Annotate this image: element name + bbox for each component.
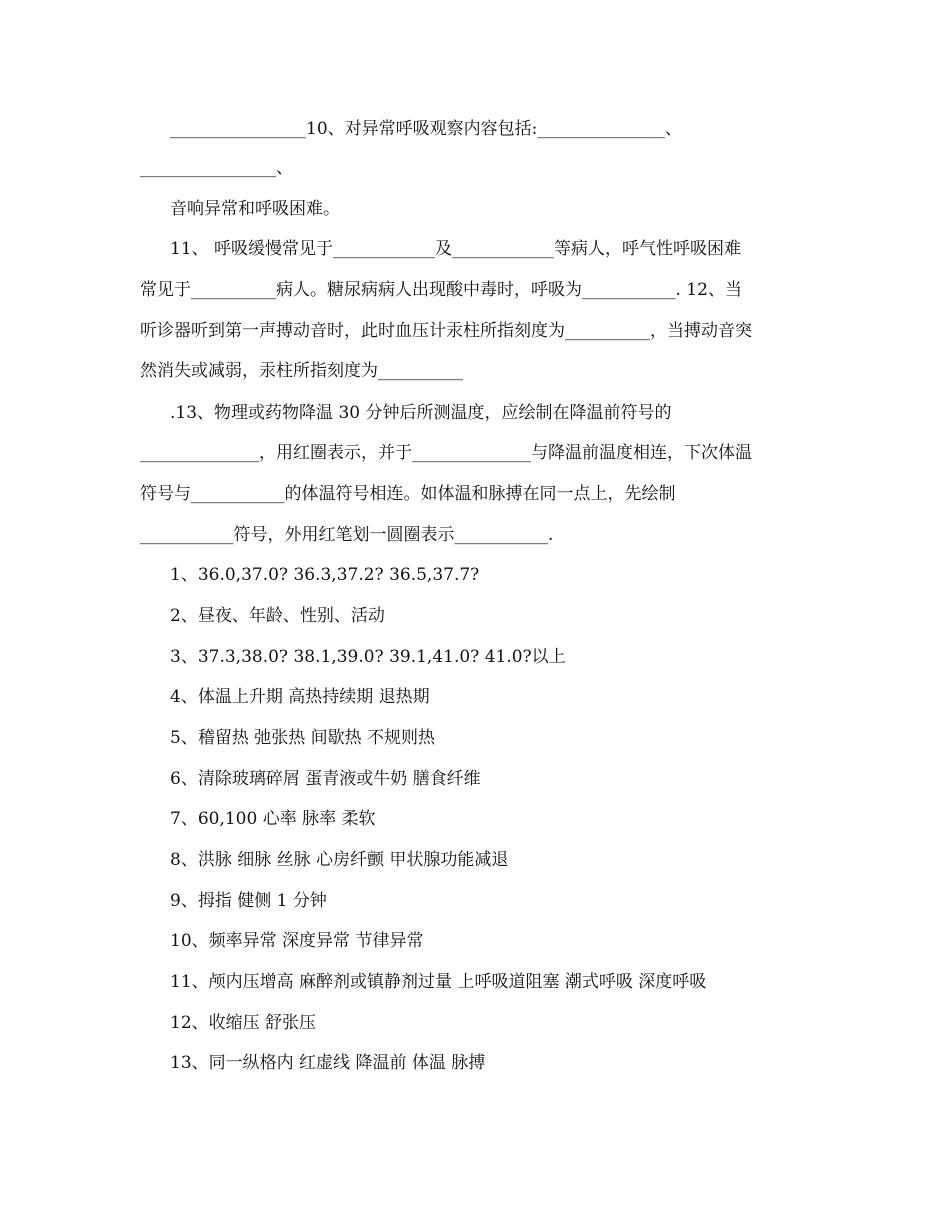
question-13-line-3: 符号与___________的体温符号相连。如体温和脉搏在同一点上，先绘制 bbox=[140, 484, 676, 504]
answer-item: 5、稽留热 弛张热 间歇热 不规则热 bbox=[170, 728, 436, 748]
question-12-line-2: 然消失或减弱，汞柱所指刻度为__________ bbox=[140, 361, 463, 381]
answer-item: 12、收缩压 舒张压 bbox=[170, 1013, 317, 1033]
question-12-line-1: 听诊器听到第一声搏动音时，此时血压计汞柱所指刻度为__________，当搏动音突 bbox=[140, 321, 752, 341]
question-10-line-3: 音响异常和呼吸困难。 bbox=[170, 199, 340, 219]
answer-item: 4、体温上升期 高热持续期 退热期 bbox=[170, 687, 430, 707]
answer-item: 10、频率异常 深度异常 节律异常 bbox=[170, 931, 424, 951]
answer-item: 1、36.0,37.0? 36.3,37.2? 36.5,37.7? bbox=[170, 565, 480, 585]
question-11-line-1: 11、 呼吸缓慢常见于____________及____________等病人，呼气性呼吸困难 bbox=[170, 239, 742, 259]
answer-item: 9、拇指 健侧 1 分钟 bbox=[170, 891, 327, 911]
question-11-line-2: 常见于__________病人。糖尿病病人出现酸中毒时，呼吸为___________. 12、当 bbox=[140, 280, 742, 300]
answer-item: 11、颅内压增高 麻醉剂或镇静剂过量 上呼吸道阻塞 潮式呼吸 深度呼吸 bbox=[170, 972, 707, 992]
answer-item: 2、昼夜、年龄、性别、活动 bbox=[170, 606, 385, 626]
answer-item: 7、60,100 心率 脉率 柔软 bbox=[170, 809, 376, 829]
answer-item: 13、同一纵格内 红虚线 降温前 体温 脉搏 bbox=[170, 1053, 486, 1073]
question-10-line-2: ________________、 bbox=[140, 158, 293, 178]
answer-item: 6、清除玻璃碎屑 蛋青液或牛奶 膳食纤维 bbox=[170, 769, 481, 789]
question-13-line-1: .13、物理或药物降温 30 分钟后所测温度，应绘制在降温前符号的 bbox=[170, 403, 672, 423]
answer-item: 3、37.3,38.0? 38.1,39.0? 39.1,41.0? 41.0?以上 bbox=[170, 647, 566, 667]
question-13-line-4: ___________符号，外用红笔划一圆圈表示___________. bbox=[140, 525, 554, 545]
question-13-line-2: ______________，用红圈表示，并于______________与降温前温度相连，下次体温 bbox=[140, 443, 752, 463]
answer-item: 8、洪脉 细脉 丝脉 心房纤颤 甲状腺功能减退 bbox=[170, 850, 509, 870]
question-10-line-1: ________________10、对异常呼吸观察内容包括:_______________、 bbox=[170, 119, 682, 139]
